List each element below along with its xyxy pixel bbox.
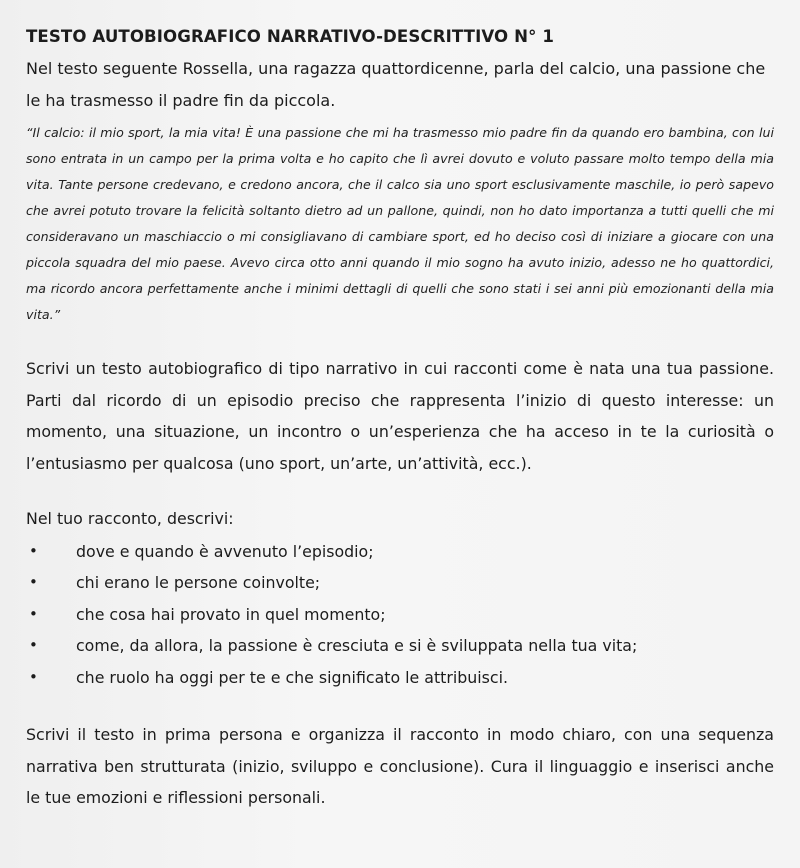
list-item [26, 567, 774, 599]
list-item [26, 630, 774, 662]
list-item-text: chi erano le persone coinvolte; [76, 573, 321, 592]
closing-paragraph: Scrivi il testo in prima persona e organizza il racconto in modo chiaro, con una sequenza narrativa ben strutturata (inizio, sviluppo e conclusione). Cura il linguaggio e inserisci anche le tue emozioni e riflessioni personali. [26, 725, 774, 807]
document-title: TESTO AUTOBIOGRAFICO NARRATIVO-DESCRITTIVO N° 1 [26, 27, 554, 46]
list-item [26, 662, 774, 694]
list-item-text: che cosa hai provato in quel momento; [76, 604, 386, 624]
bullet-icon: • [29, 604, 38, 623]
list-intro: Nel tuo racconto, descrivi: [26, 509, 234, 528]
intro-paragraph: Nel testo seguente Rossella, una ragazza quattordicenne, parla del calcio, una passione che le ha trasmesso il padre fin da piccola. [26, 59, 766, 110]
list-item [26, 536, 774, 568]
list-item-text: che ruolo ha oggi per te e che significato le attribuisci. [76, 667, 508, 687]
bullet-icon: • [29, 573, 38, 591]
requirements-list [26, 536, 774, 694]
bullet-icon: • [29, 636, 38, 654]
bullet-icon: • [29, 667, 38, 686]
assignment-prompt: Scrivi un testo autobiografico di tipo narrativo in cui racconti come è nata una tua passione. Parti dal ricordo di un episodio preciso che rappresenta l’inizio di questo interesse: un momento, una situazione, un incontro o un’esperienza che ha acceso in te la curiosità o l’entusiasmo per qualcosa (uno sport, un’arte, un’attività, ecc.). [26, 359, 774, 473]
list-item [26, 599, 774, 631]
list-item-text: dove e quando è avvenuto l’episodio; [76, 541, 374, 561]
quote-paragraph: “Il calcio: il mio sport, la mia vita! È una passione che mi ha trasmesso mio padre fin da quando ero bambina, con lui sono entrata in un campo per la prima volta e ho capito che lì avrei dovuto e voluto passare molto tempo della mia vita. Tante persone credevano, e credono ancora, che il calco sia uno sport esclusivamente maschile, io però sapevo che avrei potuto trovare la felicità soltanto dietro ad un pallone, quindi, non ho dato importanza a tutti quelli che mi consideravano un maschiaccio o mi consigliavano di cambiare sport, ed ho deciso così di iniziare a giocare con una piccola squadra del mio paese. Avevo circa otto anni quando il mio sogno ha avuto inizio, adesso ne ho quattordici, ma ricordo ancora perfettamente anche i minimi dettagli di quelli che sono stati i sei anni più emozionanti della mia vita.” [26, 125, 774, 322]
bullet-icon: • [29, 541, 38, 560]
list-item-text: come, da allora, la passione è cresciuta e si è sviluppata nella tua vita; [76, 636, 638, 655]
